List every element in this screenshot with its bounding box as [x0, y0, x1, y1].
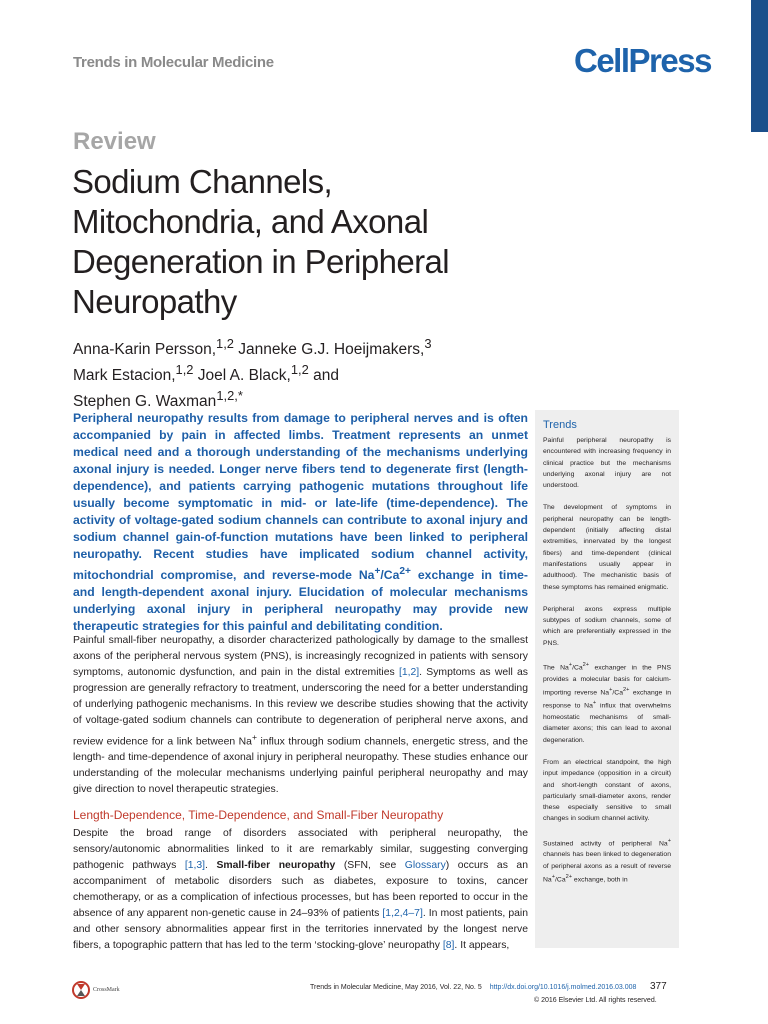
title-line: Neuropathy — [72, 283, 237, 320]
trends-title: Trends — [543, 419, 577, 431]
title-line: Degeneration in Peripheral — [72, 243, 449, 280]
article-title — [72, 162, 542, 322]
citation-link[interactable]: [1,2] — [398, 667, 420, 678]
abstract: Peripheral neuropathy results from damage to peripheral nerves and is often accompanied by pain in affected limbs. Treatment represents an unmet medical need and a thorough understanding of the mechanisms underlying axonal injury is needed. Longer nerve fibers tend to degenerate first (length-dependence), and patients carrying pathogenic mutations throughout life usually become symptomatic in mid- or late-life (time-dependence). The activity of voltage-gated sodium channels can contribute to axonal injury and sodium channel gain-of-function mutations have been linked to peripheral neuropathy. Recent studies have implicated sodium channel activity, mitochondrial compromise, and reverse-mode $Na^+/Ca^{2+}$ exchange in time- and length-dependent axonal injury. Elucidation of molecular mechanisms underlying axonal injury in peripheral neuropathy may provide new therapeutic strategies for this painful and debilitating condition. — [73, 411, 528, 634]
glossary-link[interactable]: Glossary — [404, 860, 446, 871]
trends-item: Peripheral axons express multiple subtypes of sodium channels, some of which are preferentially expressed in the PNS. — [543, 605, 671, 647]
intro-paragraph: Painful small-fiber neuropathy, a disorder characterized pathologically by damage to the smallest axons of the peripheral nervous system (PNS), is increasingly recognized in patients with sensory symptoms, autonomic dysfunction, and pain in the distal extremities [1,2]. Symptoms as well as progression are generally refractory to treatment, underscoring the need for a better understanding of underlying pathogenic mechanisms. In this review we describe studies showing that the activity of voltage-gated sodium channels can contribute to degeneration of peripheral nerve axons, and review evidence for a link between Na+ influx through sodium channels, energetic stress, and the length- and time-dependence of axonal injury in peripheral neuropathy. These studies enhance our understanding of the molecular mechanisms underlying painful peripheral neuropathy and may give direction to novel therapeutic strategies. — [73, 635, 528, 796]
citation-link[interactable]: [1,3] — [184, 860, 206, 871]
trends-item: From an electrical standpoint, the high input impedance (opposition in a circuit) and short-length constant of axons, particularly small-diameter axons, render these especially sensitive to small changes in sodium channel activity. — [543, 758, 671, 823]
trends-item: Sustained activity of peripheral Na+ channels has been linked to degeneration of peripheral axons as a result of reverse $Na^+/Ca^{2+}$ exchange, both in — [543, 837, 671, 884]
publisher-logo: CellPress — [574, 42, 711, 79]
footer-citation: Trends in Molecular Medicine, May 2016, Vol. 22, No. 5 http://dx.doi.org/10.1016/j.molmed.2016.03.008 — [310, 984, 637, 991]
title-line: Mitochondria, and Axonal — [72, 203, 429, 240]
section-paragraph: Despite the broad range of disorders associated with peripheral neuropathy, the sensory/autonomic abnormalities linked to it are remarkably similar, suggesting converging pathogenic pathways [1,3]. Small-fiber neuropathy (SFN, see Glossary) occurs as an accompaniment of metabolic disorders such as diabetes, exposure to toxins, cancer chemotherapy, or as a complication of infectious processes, but has been reported to occur in the absence of any apparent non-genetic cause in 24–93% of patients [1,2,4–7]. In most patients, pain and other sensory abnormalities appear first in the territories innervated by the longest nerve fibers, a topographic pattern that has led to the term ‘stocking-glove’ neuropathy [8]. It appears, — [73, 828, 528, 951]
author-line: Anna-Karin Persson,$^{1,2}$ Janneke G.J. Hoeijmakers,$^3$ — [73, 336, 432, 359]
journal-name: Trends in Molecular Medicine — [73, 54, 274, 71]
crossmark-badge[interactable] — [72, 980, 132, 1000]
author-list — [73, 334, 513, 412]
doi-link[interactable]: http://dx.doi.org/10.1016/j.molmed.2016.03.008 — [489, 984, 637, 991]
trends-item: Painful peripheral neuropathy is encountered with increasing frequency in clinical practice but the mechanisms underlying axonal injury are not understood. — [543, 437, 671, 490]
trends-item: The development of symptoms in peripheral neuropathy can be length-dependent (initially affecting distal extremities, innervated by the longest fibers) and time-dependent (clinical manifestations usually appear in adulthood). The mechanistic basis of these symptoms has remained enigmatic. — [543, 504, 671, 591]
page-number: 377 — [650, 981, 667, 992]
crossmark-label: CrossMark — [93, 987, 120, 993]
copyright: © 2016 Elsevier Ltd. All rights reserved. — [534, 997, 657, 1004]
author-line: Mark Estacion,$^{1,2}$ Joel A. Black,$^{1,2}$ and — [73, 362, 339, 385]
section-heading: Length-Dependence, Time-Dependence, and Small-Fiber Neuropathy — [73, 808, 444, 822]
title-line: Sodium Channels, — [72, 163, 333, 200]
author-line: Stephen G. Waxman$^{1,2,*}$ — [73, 388, 243, 411]
glossary-term: Small-fiber neuropathy — [216, 860, 336, 871]
edge-tab — [751, 0, 768, 132]
crossmark-icon — [72, 980, 90, 1000]
article-type: Review — [73, 128, 156, 155]
trends-sidebar — [535, 410, 679, 948]
citation-link[interactable]: [1,2,4–7] — [382, 908, 423, 919]
trends-item: The $Na^+/Ca^{2+}$ exchanger in the PNS provides a molecular basis for calcium-importing reverse $Na^+/Ca^{2+}$ exchange in response to Na+ influx that overwhelms homeostatic mechanisms of small-diameter axons; this can lead to axonal degeneration. — [543, 662, 671, 744]
citation-link[interactable]: [8] — [442, 940, 455, 951]
